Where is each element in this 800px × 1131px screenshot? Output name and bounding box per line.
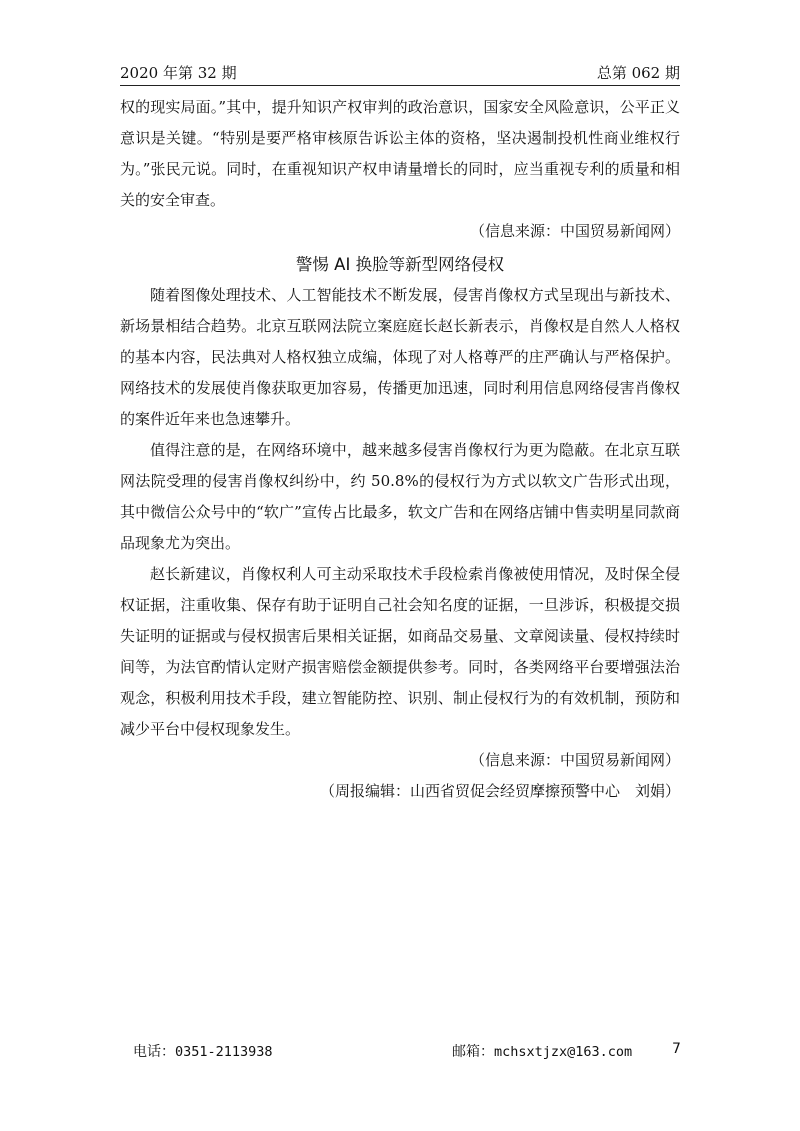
- phone-label: 电话：: [133, 1044, 175, 1060]
- page-footer: [0, 1040, 800, 1064]
- article-continuation-paragraph: 权的现实局面。”其中，提升知识产权审判的政治意识，国家安全风险意识，公平正义意识是关键。“特别是要严格审核原告诉讼主体的资格，坚决遏制投机性商业维权行为。”张民元说。同时，在重视知识产权申请量增长的同时，应当重视专利的质量和相关的安全审查。: [120, 98, 680, 209]
- article2-source: （信息来源：中国贸易新闻网）: [469, 751, 680, 769]
- footer-phone: [133, 1040, 273, 1064]
- email-label: 邮箱：: [452, 1044, 494, 1060]
- page-header: [120, 62, 680, 84]
- page-number: 7: [672, 1041, 681, 1057]
- editor-credit: （周报编辑：山西省贸促会经贸摩擦预警中心 刘娟）: [319, 782, 680, 800]
- article-title: 警惕 AI 换脸等新型网络侵权: [295, 255, 505, 274]
- page-content: [120, 92, 680, 807]
- header-divider: [120, 85, 680, 86]
- article-paragraph-1: 随着图像处理技术、人工智能技术不断发展，侵害肖像权方式呈现出与新技术、新场景相结合趋势。北京互联网法院立案庭庭长赵长新表示，肖像权是自然人人格权的基本内容，民法典对人格权独立成编，体现了对人格尊严的庄严确认与严格保护。网络技术的发展使肖像获取更加容易，传播更加迅速，同时利用信息网络侵害肖像权的案件近年来也急速攀升。: [120, 286, 680, 428]
- article-paragraph-3: 赵长新建议，肖像权利人可主动采取技术手段检索肖像被使用情况，及时保全侵权证据，注重收集、保存有助于证明自己社会知名度的证据，一旦涉诉，积极提交损失证明的证据或与侵权损害后果相关证据，如商品交易量、文章阅读量、侵权持续时间等，为法官酌情认定财产损害赔偿金额提供参考。同时，各类网络平台要增强法治观念，积极利用技术手段，建立智能防控、识别、制止侵权行为的有效机制，预防和减少平台中侵权现象发生。: [120, 565, 680, 738]
- article-paragraph-2: 值得注意的是，在网络环境中，越来越多侵害肖像权行为更为隐蔽。在北京互联网法院受理的侵害肖像权纠纷中，约 50.8%的侵权行为方式以软文广告形式出现，其中微信公众号中的“软广”宣传占比最多，软文广告和在网络店铺中售卖明星同款商品现象尤为突出。: [120, 441, 680, 552]
- total-issue-number: 总第 062 期: [596, 64, 680, 82]
- email-address[interactable]: mchsxtjzx@163.com: [494, 1044, 633, 1060]
- footer-email: [452, 1040, 632, 1064]
- issue-number: 2020 年第 32 期: [120, 64, 237, 82]
- article1-source: （信息来源：中国贸易新闻网）: [469, 222, 680, 240]
- phone-number: 0351-2113938: [175, 1044, 273, 1060]
